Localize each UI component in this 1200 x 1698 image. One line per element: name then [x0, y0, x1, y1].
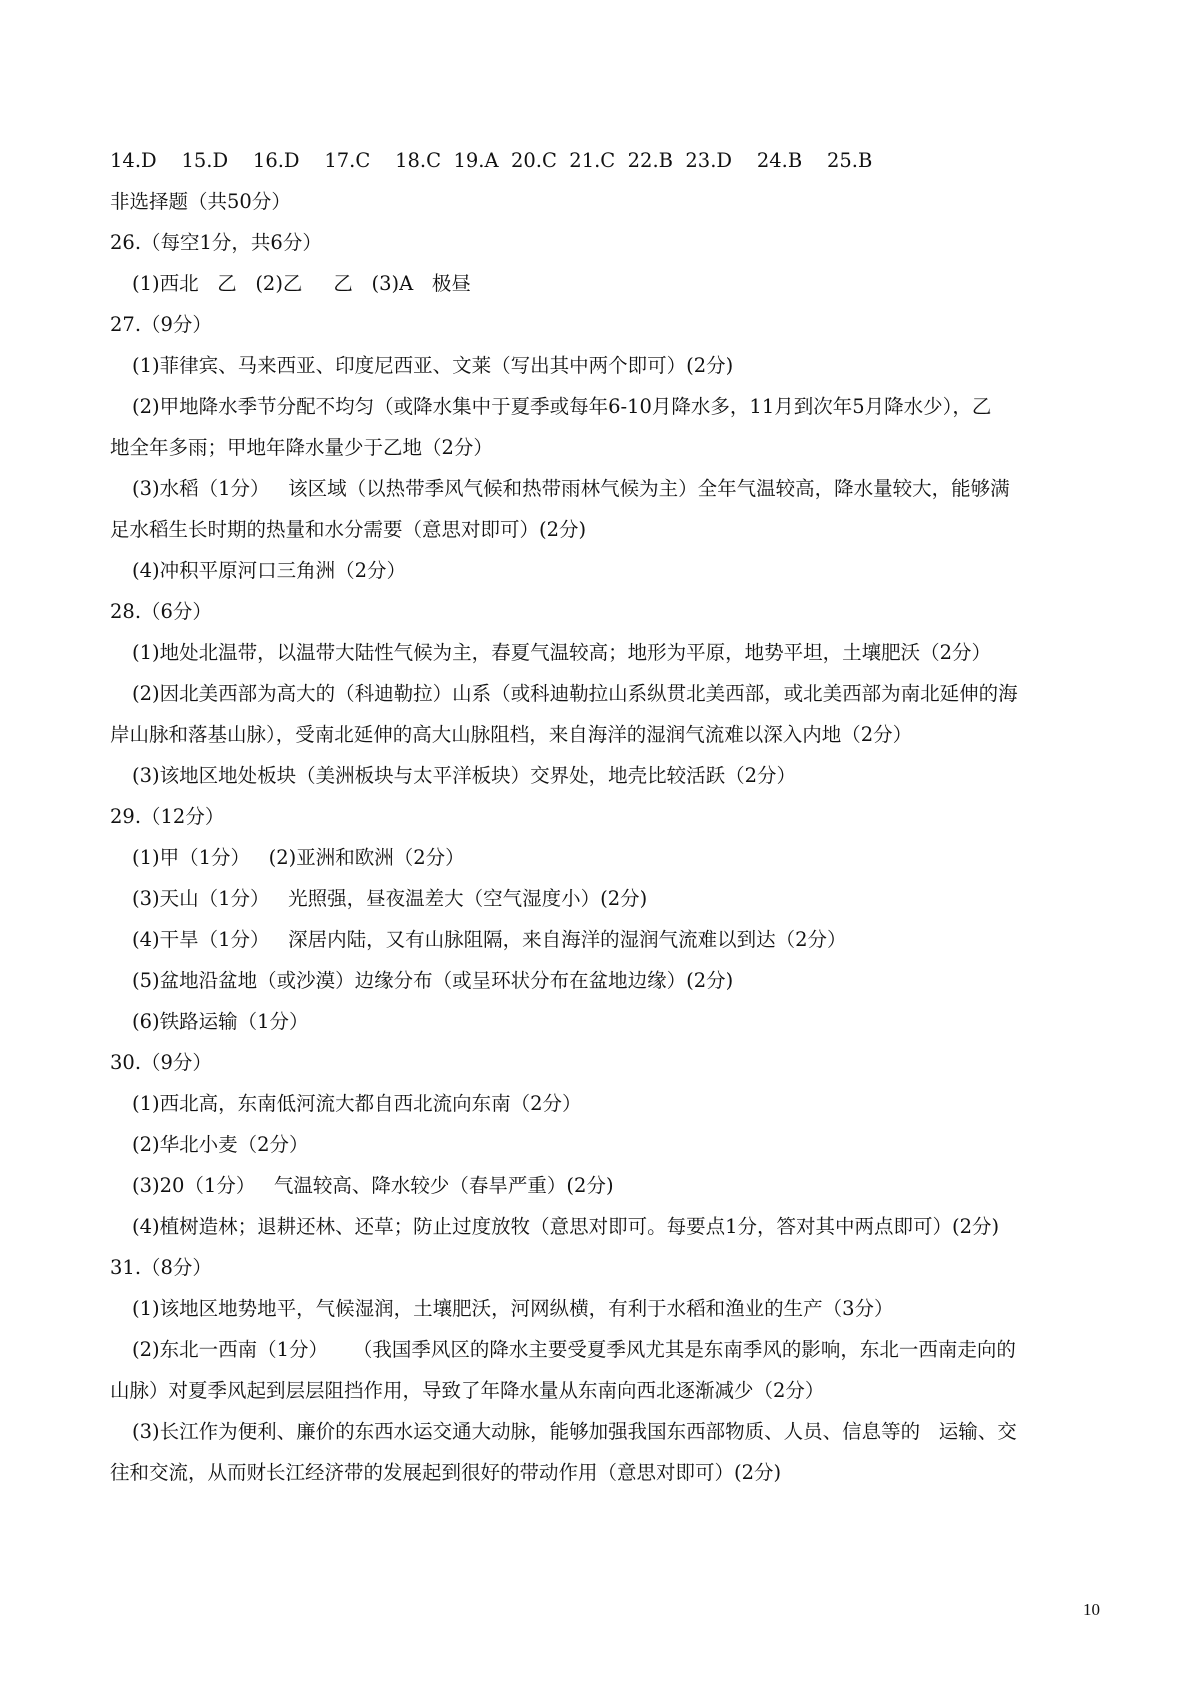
- answer-line: (6)铁路运输（1分）: [132, 1010, 309, 1033]
- mc-answer-22: 22.B: [627, 149, 673, 172]
- question-header: 30.（9分）: [110, 1051, 212, 1074]
- mc-answer-16: 16.D: [252, 149, 300, 172]
- answer-continuation: 足水稻生长时期的热量和水分需要（意思对即可）(2分): [110, 518, 587, 541]
- answer-continuation: 地全年多雨；甲地年降水量少于乙地（2分）: [110, 436, 493, 459]
- answer-line: (2)东北一西南（1分） （我国季风区的降水主要受夏季风尤其是东南季风的影响，东北一西南走向的: [132, 1338, 1016, 1361]
- answer-line: (4)冲积平原河口三角洲（2分）: [132, 559, 407, 582]
- mc-answer-14: 14.D: [110, 149, 157, 172]
- answer-line: (3)水稻（1分） 该区域（以热带季风气候和热带雨林气候为主）全年气温较高，降水量较大，能够满: [132, 477, 1010, 500]
- mc-answer-18: 18.C: [395, 149, 442, 172]
- answer-line: (2)因北美西部为高大的（科迪勒拉）山系（或科迪勒拉山系纵贯北美西部，或北美西部为南北延伸的海: [132, 682, 1018, 705]
- answer-line: (3)该地区地处板块（美洲板块与太平洋板块）交界处，地壳比较活跃（2分）: [132, 764, 797, 787]
- answer-line: (2)华北小麦（2分）: [132, 1133, 309, 1156]
- answer-line: (2)甲地降水季节分配不均匀（或降水集中于夏季或每年6-10月降水多，11月到次年5月降水少），乙: [132, 395, 992, 418]
- mc-answer-24: 24.B: [756, 149, 803, 172]
- answer-line: (1)西北高，东南低河流大都自西北流向东南（2分）: [132, 1092, 582, 1115]
- answer-line: (5)盆地沿盆地（或沙漠）边缘分布（或呈环状分布在盆地边缘）(2分): [132, 969, 734, 992]
- answer-continuation: 岸山脉和落基山脉），受南北延伸的高大山脉阻档，来自海洋的湿润气流难以深入内地（2分）: [110, 723, 913, 746]
- answer-line: (4)干旱（1分） 深居内陆，又有山脉阻隔，来自海洋的湿润气流难以到达（2分）: [132, 928, 847, 951]
- answer-line: (1)地处北温带，以温带大陆性气候为主，春夏气温较高；地形为平原，地势平坦，土壤肥沃（2分）: [132, 641, 992, 664]
- mc-answer-19: 19.A: [453, 149, 499, 172]
- mc-answer-15: 15.D: [181, 149, 229, 172]
- answer-line: (1)甲（1分） (2)亚洲和欧洲（2分）: [132, 846, 465, 869]
- answer-line: (3)天山（1分） 光照强，昼夜温差大（空气湿度小）(2分): [132, 887, 648, 910]
- answer-line: (1)西北 乙 (2)乙 乙 (3)A 极昼: [132, 272, 471, 295]
- question-header: 31.（8分）: [110, 1256, 212, 1279]
- answer-continuation: 山脉）对夏季风起到层层阻挡作用，导致了年降水量从东南向西北逐渐减少（2分）: [110, 1379, 825, 1402]
- answer-line: (3)20（1分） 气温较高、降水较少（春旱严重）(2分): [132, 1174, 614, 1197]
- mc-answer-23: 23.D: [685, 149, 733, 172]
- mc-answer-20: 20.C: [510, 149, 557, 172]
- answer-content: [110, 140, 1100, 1493]
- answer-line: (1)该地区地势地平，气候湿润，土壤肥沃，河网纵横，有利于水稻和渔业的生产（3分）: [132, 1297, 894, 1320]
- answer-line: (4)植树造林；退耕还林、还草；防止过度放牧（意思对即可。每要点1分，答对其中两点即可）(2分): [132, 1215, 1000, 1238]
- question-header: 26.（每空1分，共6分）: [110, 231, 322, 254]
- multiple-choice-answers: [110, 140, 1100, 181]
- mc-answer-21: 21.C: [569, 149, 616, 172]
- page-number: 10: [1083, 1600, 1100, 1619]
- answer-line: (1)菲律宾、马来西亚、印度尼西亚、文莱（写出其中两个即可）(2分): [132, 354, 734, 377]
- answer-continuation: 往和交流，从而财长江经济带的发展起到很好的带动作用（意思对即可）(2分): [110, 1461, 782, 1484]
- mc-answer-17: 17.C: [324, 149, 371, 172]
- question-header: 28.（6分）: [110, 600, 212, 623]
- question-header: 29.（12分）: [110, 805, 225, 828]
- mc-answer-25: 25.B: [826, 149, 873, 172]
- question-header: 27.（9分）: [110, 313, 212, 336]
- section-title: 非选择题（共50分）: [110, 190, 291, 213]
- answer-line: (3)长江作为便利、廉价的东西水运交通大动脉，能够加强我国东西部物质、人员、信息等的 运输、交: [132, 1420, 1017, 1443]
